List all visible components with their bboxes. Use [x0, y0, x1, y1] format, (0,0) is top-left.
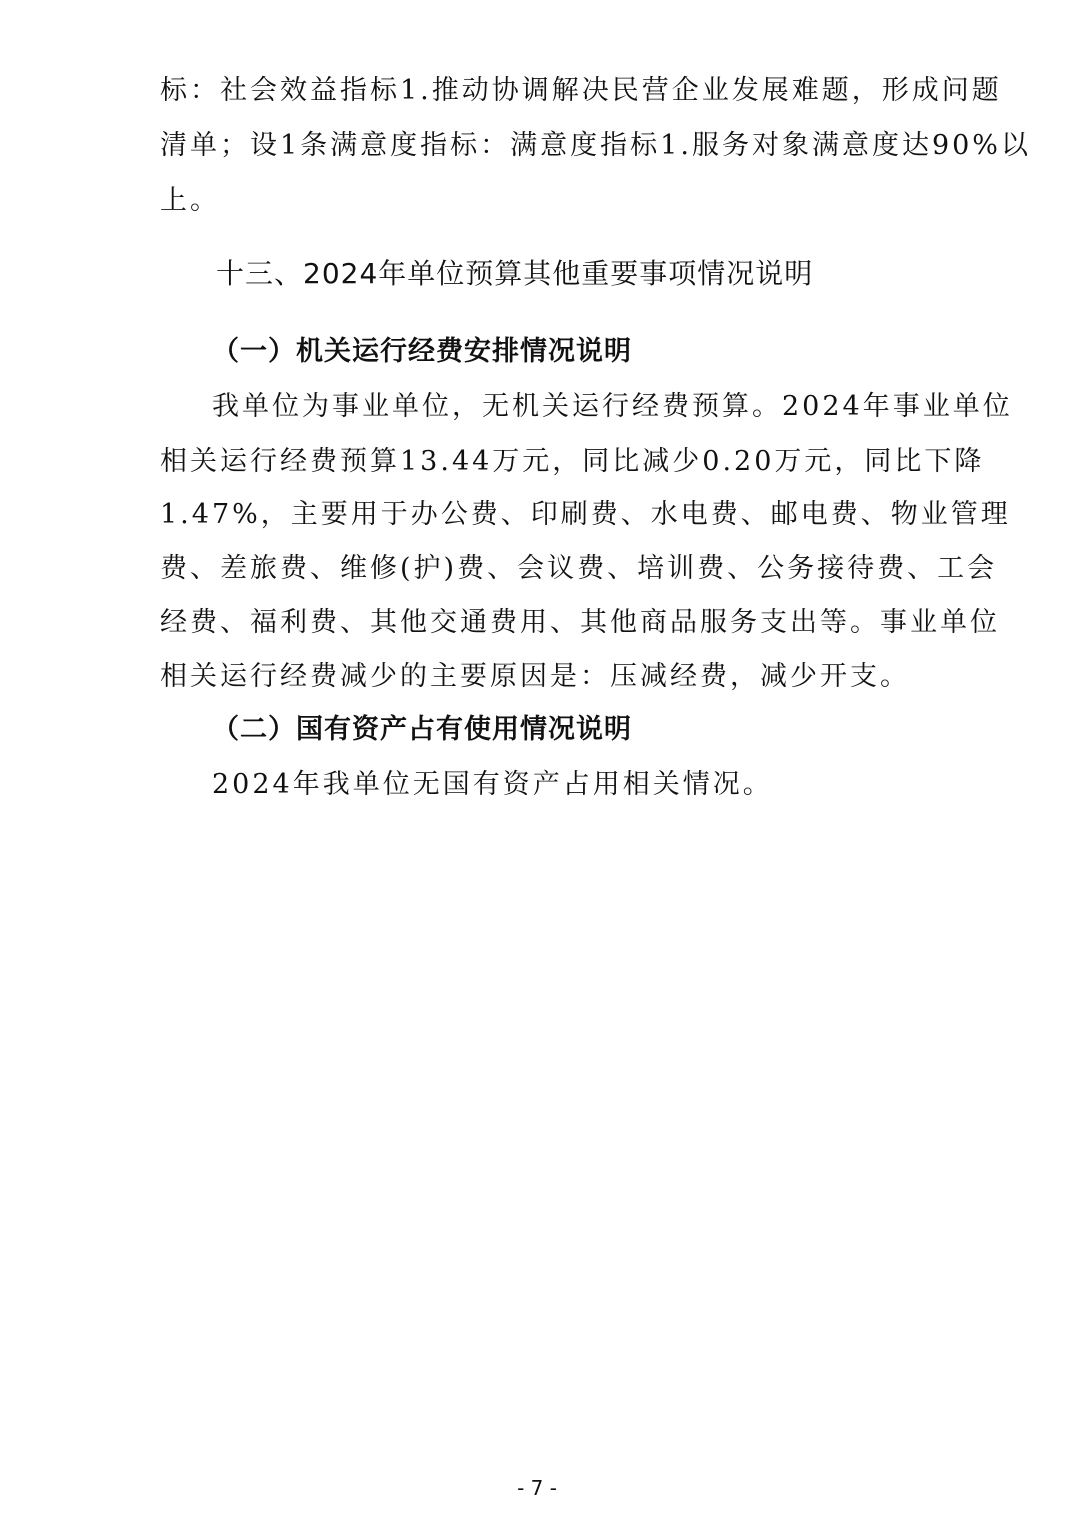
section-13-heading: 十三、2024年单位预算其他重要事项情况说明 — [216, 257, 814, 290]
page-number: - 7 - — [517, 1476, 557, 1500]
intro-line-2: 清单；设1条满意度指标：满意度指标1.服务对象满意度达90%以 — [160, 130, 1031, 161]
intro-line-1: 标：社会效益指标1.推动协调解决民营企业发展难题，形成问题 — [160, 75, 1002, 106]
sub1-line-6: 相关运行经费减少的主要原因是：压减经费，减少开支。 — [160, 661, 910, 692]
sub1-line-2: 相关运行经费预算13.44万元，同比减少0.20万元，同比下降 — [160, 446, 985, 477]
subsection-2-heading: （二）国有资产占有使用情况说明 — [212, 714, 632, 745]
sub2-line-1: 2024年我单位无国有资产占用相关情况。 — [212, 769, 773, 800]
sub1-line-1: 我单位为事业单位，无机关运行经费预算。2024年事业单位 — [212, 391, 1013, 422]
intro-line-3: 上。 — [160, 185, 220, 216]
subsection-1-heading: （一）机关运行经费安排情况说明 — [212, 336, 632, 367]
sub1-line-4: 费、差旅费、维修(护)费、会议费、培训费、公务接待费、工会 — [160, 553, 998, 584]
sub1-line-3: 1.47%，主要用于办公费、印刷费、水电费、邮电费、物业管理 — [160, 499, 1011, 530]
sub1-line-5: 经费、福利费、其他交通费用、其他商品服务支出等。事业单位 — [160, 607, 1000, 638]
